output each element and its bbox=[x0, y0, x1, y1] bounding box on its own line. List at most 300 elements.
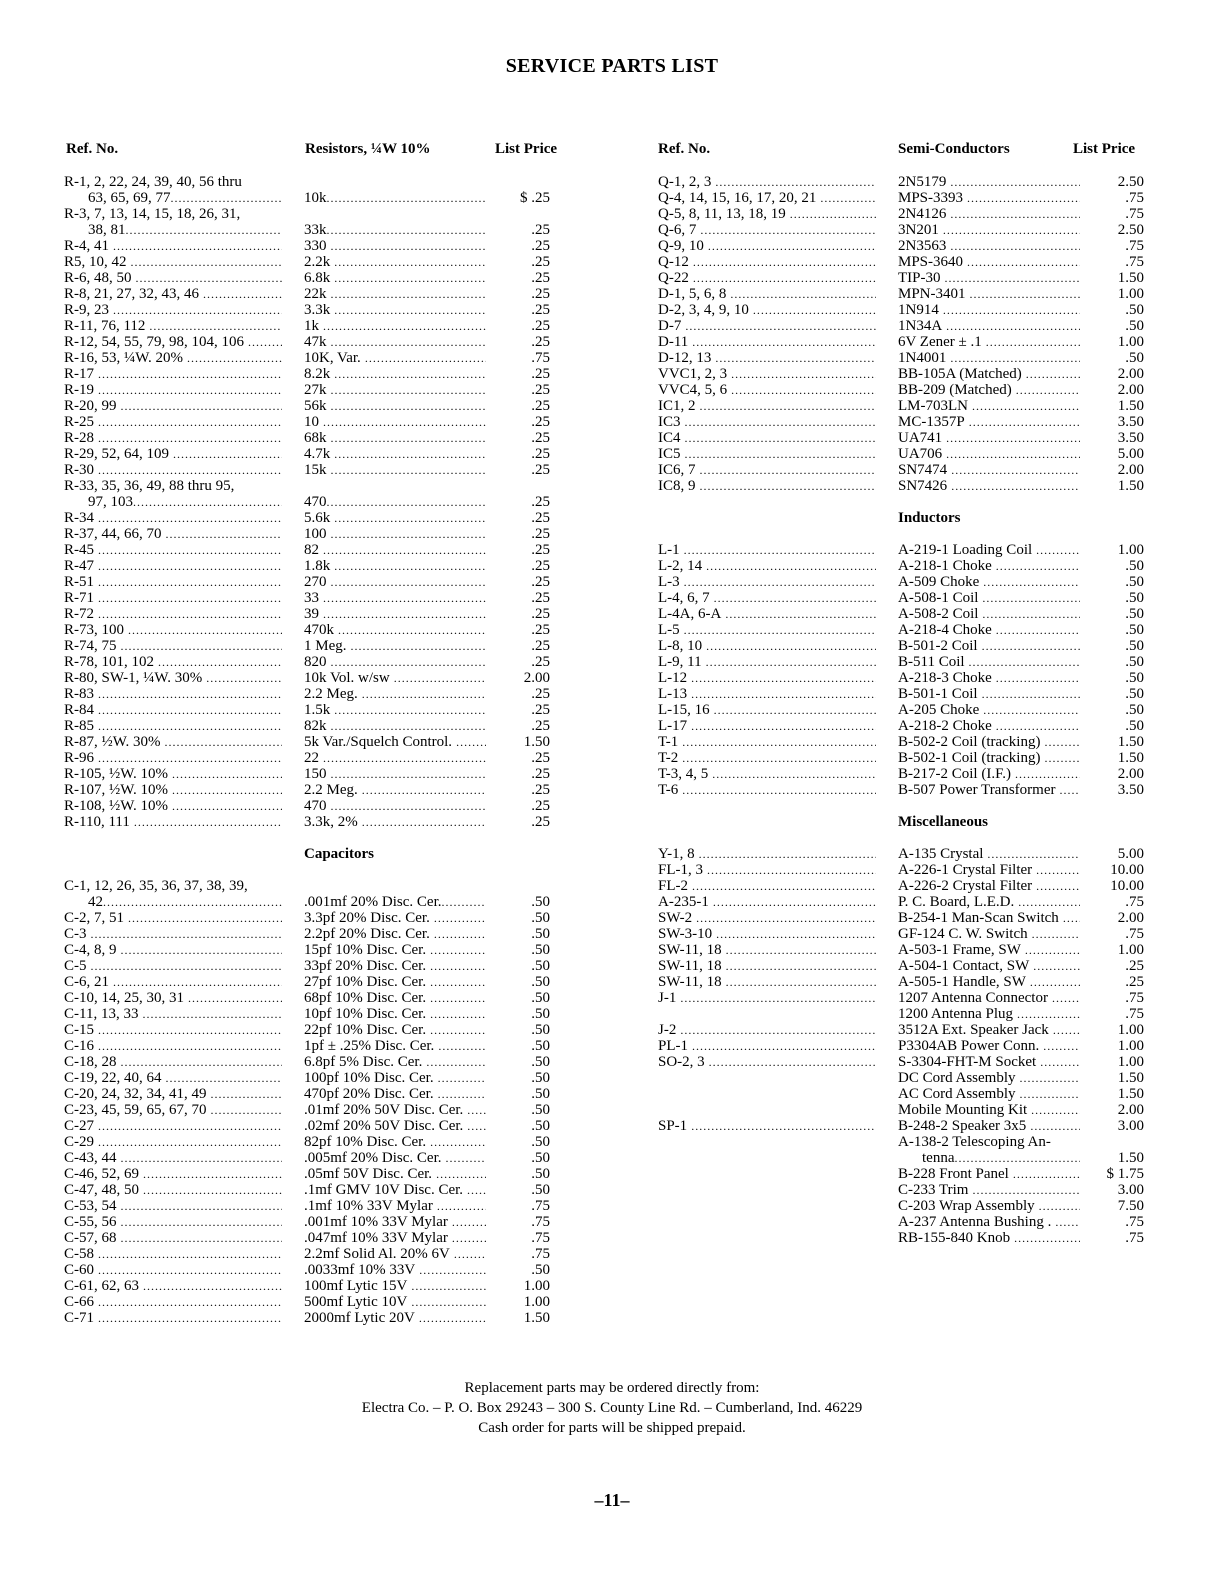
part-desc-text: 27k bbox=[304, 382, 327, 398]
list-item bbox=[658, 1022, 1148, 1038]
part-price: .50 bbox=[531, 926, 550, 942]
dot-leader bbox=[967, 190, 1080, 206]
part-desc-text: SN7474 bbox=[898, 462, 948, 478]
part-ref bbox=[658, 846, 876, 862]
list-item bbox=[658, 750, 1148, 766]
list-item bbox=[64, 1134, 554, 1150]
part-desc bbox=[304, 766, 486, 782]
part-desc bbox=[898, 414, 1080, 430]
dot-leader bbox=[696, 910, 876, 926]
dot-leader bbox=[972, 1182, 1080, 1198]
dot-leader bbox=[1044, 734, 1080, 750]
part-ref-text: R-80, SW-1, ¼W. 30% bbox=[64, 670, 203, 686]
part-price: .25 bbox=[531, 766, 550, 782]
dot-leader bbox=[113, 238, 282, 254]
part-ref bbox=[64, 446, 282, 462]
part-ref bbox=[658, 398, 876, 414]
part-desc bbox=[898, 462, 1080, 478]
list-item bbox=[658, 1054, 1148, 1070]
part-ref bbox=[658, 590, 876, 606]
header-price-right: List Price bbox=[1073, 141, 1136, 157]
dot-leader bbox=[171, 190, 283, 206]
dot-leader bbox=[1025, 942, 1080, 958]
part-desc-text: 5k Var./Squelch Control. bbox=[304, 734, 453, 750]
dot-leader bbox=[950, 174, 1080, 190]
part-desc-text: 33k bbox=[304, 222, 327, 238]
dot-leader bbox=[121, 1054, 283, 1070]
dot-leader bbox=[365, 350, 486, 366]
part-desc-text: .01mf 20% 50V Disc. Cer. bbox=[304, 1102, 464, 1118]
dot-leader bbox=[951, 478, 1080, 494]
part-price: .75 bbox=[1125, 1230, 1144, 1246]
list-item bbox=[64, 606, 554, 622]
list-item bbox=[64, 1198, 554, 1214]
part-ref-text: T-3, 4, 5 bbox=[658, 766, 709, 782]
part-ref-text: C-1, 12, 26, 35, 36, 37, 38, 39, bbox=[64, 878, 248, 894]
dot-leader bbox=[1013, 1166, 1080, 1182]
dot-leader bbox=[709, 1054, 876, 1070]
part-ref-text: R-17 bbox=[64, 366, 94, 382]
part-ref-text: R-11, 76, 112 bbox=[64, 318, 146, 334]
part-ref-text: C-29 bbox=[64, 1134, 94, 1150]
part-desc-text: UA706 bbox=[898, 446, 943, 462]
part-desc-text: A-218-4 Choke bbox=[898, 622, 992, 638]
dot-leader bbox=[715, 174, 876, 190]
part-desc-text: MC-1357P bbox=[898, 414, 965, 430]
part-desc-text: MPN-3401 bbox=[898, 286, 966, 302]
part-price: .75 bbox=[1125, 254, 1144, 270]
part-desc bbox=[304, 222, 486, 238]
part-ref bbox=[64, 1134, 282, 1150]
dot-leader bbox=[91, 926, 283, 942]
part-desc-text: 2.2mf Solid Al. 20% 6V bbox=[304, 1246, 450, 1262]
dot-leader bbox=[172, 766, 282, 782]
part-ref bbox=[658, 974, 876, 990]
part-desc bbox=[898, 190, 1080, 206]
part-price: 1.50 bbox=[1117, 1070, 1144, 1086]
part-ref bbox=[658, 318, 876, 334]
part-desc bbox=[898, 1166, 1080, 1182]
part-price: .25 bbox=[531, 222, 550, 238]
list-item bbox=[658, 398, 1148, 414]
dot-leader bbox=[945, 270, 1081, 286]
part-ref bbox=[64, 510, 282, 526]
part-desc-text: A-509 Choke bbox=[898, 574, 980, 590]
part-desc bbox=[304, 270, 486, 286]
dot-leader bbox=[996, 670, 1080, 686]
part-desc bbox=[898, 718, 1080, 734]
part-price: .50 bbox=[1125, 606, 1144, 622]
part-price: .50 bbox=[531, 910, 550, 926]
dot-leader bbox=[982, 590, 1080, 606]
part-desc bbox=[304, 958, 486, 974]
part-desc bbox=[304, 382, 486, 398]
part-ref bbox=[658, 622, 876, 638]
dot-leader bbox=[430, 1006, 486, 1022]
part-ref-text: C-2, 7, 51 bbox=[64, 910, 124, 926]
dot-leader bbox=[700, 462, 877, 478]
dot-leader bbox=[950, 238, 1080, 254]
part-price: .50 bbox=[531, 974, 550, 990]
list-item bbox=[658, 958, 1148, 974]
part-ref bbox=[658, 302, 876, 318]
part-ref-text: R-30 bbox=[64, 462, 94, 478]
list-item bbox=[658, 414, 1148, 430]
dot-leader bbox=[1016, 382, 1080, 398]
part-price: 1.50 bbox=[1117, 1150, 1144, 1166]
part-ref bbox=[64, 462, 282, 478]
part-desc bbox=[898, 926, 1080, 942]
part-ref bbox=[658, 1038, 876, 1054]
part-desc-text: 3.3k, 2% bbox=[304, 814, 358, 830]
left-column bbox=[64, 174, 554, 1326]
part-desc-text: A-226-1 Crystal Filter bbox=[898, 862, 1033, 878]
part-desc bbox=[898, 1134, 1080, 1150]
part-price: .50 bbox=[531, 1134, 550, 1150]
part-price: .25 bbox=[531, 366, 550, 382]
part-price: .50 bbox=[1125, 638, 1144, 654]
list-item bbox=[658, 542, 1148, 558]
part-desc bbox=[304, 350, 486, 366]
part-desc bbox=[898, 254, 1080, 270]
part-desc bbox=[898, 894, 1080, 910]
part-ref-text: C-5 bbox=[64, 958, 87, 974]
part-price: .25 bbox=[531, 462, 550, 478]
part-desc-text: .05mf 50V Disc. Cer. bbox=[304, 1166, 433, 1182]
part-ref bbox=[658, 350, 876, 366]
part-desc-text: B-507 Power Transformer bbox=[898, 782, 1056, 798]
dot-leader bbox=[136, 270, 283, 286]
list-item bbox=[658, 382, 1148, 398]
part-price: 2.00 bbox=[523, 670, 550, 686]
part-ref bbox=[658, 910, 876, 926]
part-desc bbox=[304, 798, 486, 814]
part-ref-text: C-6, 21 bbox=[64, 974, 109, 990]
part-ref-text: L-2, 14 bbox=[658, 558, 703, 574]
dot-leader bbox=[680, 990, 876, 1006]
list-item bbox=[658, 430, 1148, 446]
dot-leader bbox=[714, 590, 876, 606]
part-desc bbox=[304, 1214, 486, 1230]
dot-leader bbox=[351, 638, 487, 654]
dot-leader bbox=[430, 990, 486, 1006]
part-ref bbox=[64, 1006, 282, 1022]
capacitor-list bbox=[64, 878, 554, 1326]
list-item bbox=[658, 318, 1148, 334]
part-ref-text: R-1, 2, 22, 24, 39, 40, 56 thru bbox=[64, 174, 242, 190]
dot-leader bbox=[692, 334, 876, 350]
part-price: 3.00 bbox=[1117, 1118, 1144, 1134]
part-desc-text: 2000mf Lytic 20V bbox=[304, 1310, 415, 1326]
part-desc-text: S-3304-FHT-M Socket bbox=[898, 1054, 1037, 1070]
part-ref-text: C-57, 68 bbox=[64, 1230, 117, 1246]
part-ref bbox=[64, 686, 282, 702]
part-desc bbox=[304, 942, 486, 958]
dot-leader bbox=[331, 526, 487, 542]
dot-leader bbox=[691, 1118, 876, 1134]
dot-leader bbox=[987, 846, 1080, 862]
part-ref bbox=[64, 174, 282, 190]
part-ref-text: J-1 bbox=[658, 990, 677, 1006]
dot-leader bbox=[1036, 878, 1080, 894]
part-desc bbox=[304, 1294, 486, 1310]
part-ref-text: C-47, 48, 50 bbox=[64, 1182, 139, 1198]
list-item bbox=[64, 526, 554, 542]
part-ref-cont bbox=[88, 222, 282, 238]
part-desc-text: 4.7k bbox=[304, 446, 331, 462]
list-item bbox=[64, 1070, 554, 1086]
dot-leader bbox=[445, 1150, 486, 1166]
part-ref-text: R-87, ½W. 30% bbox=[64, 734, 161, 750]
part-ref-text: R-29, 52, 64, 109 bbox=[64, 446, 169, 462]
dot-leader bbox=[1055, 1214, 1080, 1230]
dot-leader bbox=[334, 558, 486, 574]
dot-leader bbox=[419, 1310, 486, 1326]
part-ref-text: VVC4, 5, 6 bbox=[658, 382, 728, 398]
part-ref-text: R-96 bbox=[64, 750, 94, 766]
dot-leader bbox=[685, 446, 877, 462]
part-ref bbox=[64, 206, 282, 222]
part-ref bbox=[64, 1070, 282, 1086]
part-ref bbox=[64, 430, 282, 446]
part-desc bbox=[304, 750, 486, 766]
dot-leader bbox=[323, 590, 486, 606]
part-desc bbox=[898, 590, 1080, 606]
part-ref bbox=[658, 878, 876, 894]
dot-leader bbox=[438, 1086, 486, 1102]
list-item bbox=[658, 1038, 1148, 1054]
part-ref bbox=[658, 734, 876, 750]
dot-leader bbox=[716, 926, 876, 942]
part-ref bbox=[64, 878, 282, 894]
part-ref bbox=[64, 958, 282, 974]
part-price: .75 bbox=[1125, 1006, 1144, 1022]
part-ref-text: C-66 bbox=[64, 1294, 94, 1310]
part-ref bbox=[658, 286, 876, 302]
dot-leader bbox=[142, 1006, 282, 1022]
part-desc-text: C-203 Wrap Assembly bbox=[898, 1198, 1035, 1214]
list-item bbox=[64, 510, 554, 526]
part-desc bbox=[304, 654, 486, 670]
part-desc bbox=[898, 910, 1080, 926]
part-price: 1.00 bbox=[1117, 942, 1144, 958]
part-ref bbox=[64, 1294, 282, 1310]
dot-leader bbox=[134, 814, 282, 830]
part-ref-text: FL-1, 3 bbox=[658, 862, 703, 878]
part-desc bbox=[304, 1102, 486, 1118]
part-desc-text: A-237 Antenna Bushing . bbox=[898, 1214, 1052, 1230]
part-desc bbox=[898, 174, 1080, 190]
dot-leader bbox=[430, 958, 486, 974]
part-desc-text: B-228 Front Panel bbox=[898, 1166, 1009, 1182]
list-item bbox=[64, 1214, 554, 1230]
part-price: 10.00 bbox=[1110, 862, 1144, 878]
dot-leader bbox=[436, 1166, 486, 1182]
dot-leader bbox=[706, 638, 876, 654]
part-ref-text: IC6, 7 bbox=[658, 462, 696, 478]
dot-leader bbox=[1032, 926, 1080, 942]
dot-leader bbox=[128, 910, 282, 926]
part-price: 2.50 bbox=[1117, 174, 1144, 190]
list-item bbox=[658, 670, 1148, 686]
part-desc bbox=[898, 846, 1080, 862]
dot-leader bbox=[331, 718, 487, 734]
part-ref bbox=[64, 414, 282, 430]
dot-leader bbox=[456, 734, 486, 750]
part-ref bbox=[64, 238, 282, 254]
dot-leader bbox=[1020, 1070, 1080, 1086]
part-ref bbox=[64, 1022, 282, 1038]
part-price: .25 bbox=[531, 238, 550, 254]
part-price: .50 bbox=[531, 894, 550, 910]
dot-leader bbox=[996, 622, 1080, 638]
part-price: 1.50 bbox=[523, 1310, 550, 1326]
list-item bbox=[64, 206, 554, 238]
part-ref bbox=[64, 1038, 282, 1054]
dot-leader bbox=[323, 750, 486, 766]
list-item bbox=[64, 318, 554, 334]
part-desc bbox=[898, 430, 1080, 446]
part-price: .25 bbox=[531, 446, 550, 462]
part-desc-text: 2N5179 bbox=[898, 174, 947, 190]
dot-leader bbox=[1052, 990, 1080, 1006]
list-item bbox=[64, 430, 554, 446]
part-desc bbox=[304, 814, 486, 830]
part-desc bbox=[304, 254, 486, 270]
list-item bbox=[64, 542, 554, 558]
part-desc bbox=[898, 222, 1080, 238]
part-desc-text: A-219-1 Loading Coil bbox=[898, 542, 1033, 558]
part-ref-text: R5, 10, 42 bbox=[64, 254, 127, 270]
list-item bbox=[658, 254, 1148, 270]
list-item bbox=[658, 654, 1148, 670]
part-desc bbox=[304, 510, 486, 526]
part-ref-text: C-3 bbox=[64, 926, 87, 942]
part-ref-text: J-2 bbox=[658, 1022, 677, 1038]
list-item bbox=[64, 1006, 554, 1022]
list-item bbox=[64, 718, 554, 734]
list-item bbox=[64, 974, 554, 990]
dot-leader bbox=[437, 1198, 486, 1214]
part-desc bbox=[304, 446, 486, 462]
part-ref bbox=[64, 1054, 282, 1070]
part-ref-cont-text: 38, 81 bbox=[88, 222, 126, 238]
part-desc-text: 22pf 10% Disc. Cer. bbox=[304, 1022, 427, 1038]
part-desc-text: 3.3pf 20% Disc. Cer. bbox=[304, 910, 430, 926]
part-desc-text: .001mf 10% 33V Mylar bbox=[304, 1214, 448, 1230]
part-desc bbox=[304, 302, 486, 318]
part-ref bbox=[658, 670, 876, 686]
dot-leader bbox=[967, 254, 1080, 270]
part-price: .25 bbox=[531, 526, 550, 542]
part-price: 2.50 bbox=[1117, 222, 1144, 238]
part-ref bbox=[64, 478, 282, 494]
part-price: .75 bbox=[1125, 990, 1144, 1006]
part-ref-text: D-11 bbox=[658, 334, 689, 350]
dot-leader bbox=[334, 446, 486, 462]
part-desc-text: 1207 Antenna Connector bbox=[898, 990, 1048, 1006]
part-ref-text: L-8, 10 bbox=[658, 638, 703, 654]
part-ref-text: C-23, 45, 59, 65, 67, 70 bbox=[64, 1102, 207, 1118]
part-desc-text: 10K, Var. bbox=[304, 350, 361, 366]
part-ref-text: Q-4, 14, 15, 16, 17, 20, 21 bbox=[658, 190, 817, 206]
dot-leader bbox=[98, 1246, 282, 1262]
part-ref bbox=[658, 334, 876, 350]
dot-leader bbox=[982, 606, 1080, 622]
list-item bbox=[64, 350, 554, 366]
part-desc bbox=[304, 542, 486, 558]
part-ref bbox=[658, 382, 876, 398]
part-desc-text: 68pf 10% Disc. Cer. bbox=[304, 990, 427, 1006]
part-desc-text: 100mf Lytic 15V bbox=[304, 1278, 408, 1294]
part-ref bbox=[64, 334, 282, 350]
part-ref-text: R-20, 99 bbox=[64, 398, 117, 414]
dot-leader bbox=[331, 574, 487, 590]
inductor-list bbox=[658, 542, 1148, 798]
part-ref-text: L-1 bbox=[658, 542, 680, 558]
list-item bbox=[64, 302, 554, 318]
part-desc bbox=[304, 670, 486, 686]
part-price: .50 bbox=[531, 1182, 550, 1198]
part-desc bbox=[304, 622, 486, 638]
list-item bbox=[64, 798, 554, 814]
dot-leader bbox=[323, 606, 486, 622]
part-ref bbox=[658, 478, 876, 494]
part-price: .75 bbox=[1125, 190, 1144, 206]
part-price: 1.00 bbox=[1117, 542, 1144, 558]
part-price: 1.00 bbox=[1117, 286, 1144, 302]
part-ref bbox=[64, 702, 282, 718]
list-item bbox=[64, 942, 554, 958]
dot-leader bbox=[685, 318, 876, 334]
part-desc bbox=[304, 910, 486, 926]
part-price: .25 bbox=[531, 606, 550, 622]
list-item bbox=[658, 846, 1148, 862]
list-item bbox=[64, 750, 554, 766]
list-item bbox=[658, 1182, 1148, 1198]
page-number: –11– bbox=[594, 1490, 630, 1510]
part-ref-text: R-25 bbox=[64, 414, 94, 430]
part-price: .50 bbox=[1125, 350, 1144, 366]
dot-leader bbox=[725, 606, 876, 622]
part-ref bbox=[64, 1230, 282, 1246]
header-semiconductors: Semi-Conductors bbox=[898, 141, 1010, 157]
dot-leader bbox=[467, 1102, 486, 1118]
dot-leader bbox=[699, 846, 876, 862]
part-desc-text: .1mf 10% 33V Mylar bbox=[304, 1198, 433, 1214]
part-desc bbox=[898, 862, 1080, 878]
part-price: .25 bbox=[531, 622, 550, 638]
part-desc bbox=[304, 734, 486, 750]
part-desc bbox=[898, 334, 1080, 350]
part-ref-text: SW-3-10 bbox=[658, 926, 713, 942]
dot-leader bbox=[98, 1118, 282, 1134]
part-ref-text: A-235-1 bbox=[658, 894, 709, 910]
dot-leader bbox=[684, 542, 876, 558]
capacitors-heading: Capacitors bbox=[304, 846, 374, 862]
part-price: .75 bbox=[1125, 894, 1144, 910]
list-item bbox=[64, 1086, 554, 1102]
part-price: .75 bbox=[531, 1214, 550, 1230]
part-ref-text: L-17 bbox=[658, 718, 688, 734]
part-ref bbox=[64, 270, 282, 286]
part-price: .25 bbox=[531, 782, 550, 798]
part-desc-text: 470k bbox=[304, 622, 334, 638]
dot-leader bbox=[712, 766, 876, 782]
part-ref bbox=[64, 926, 282, 942]
part-ref bbox=[64, 1214, 282, 1230]
part-price: .25 bbox=[531, 686, 550, 702]
